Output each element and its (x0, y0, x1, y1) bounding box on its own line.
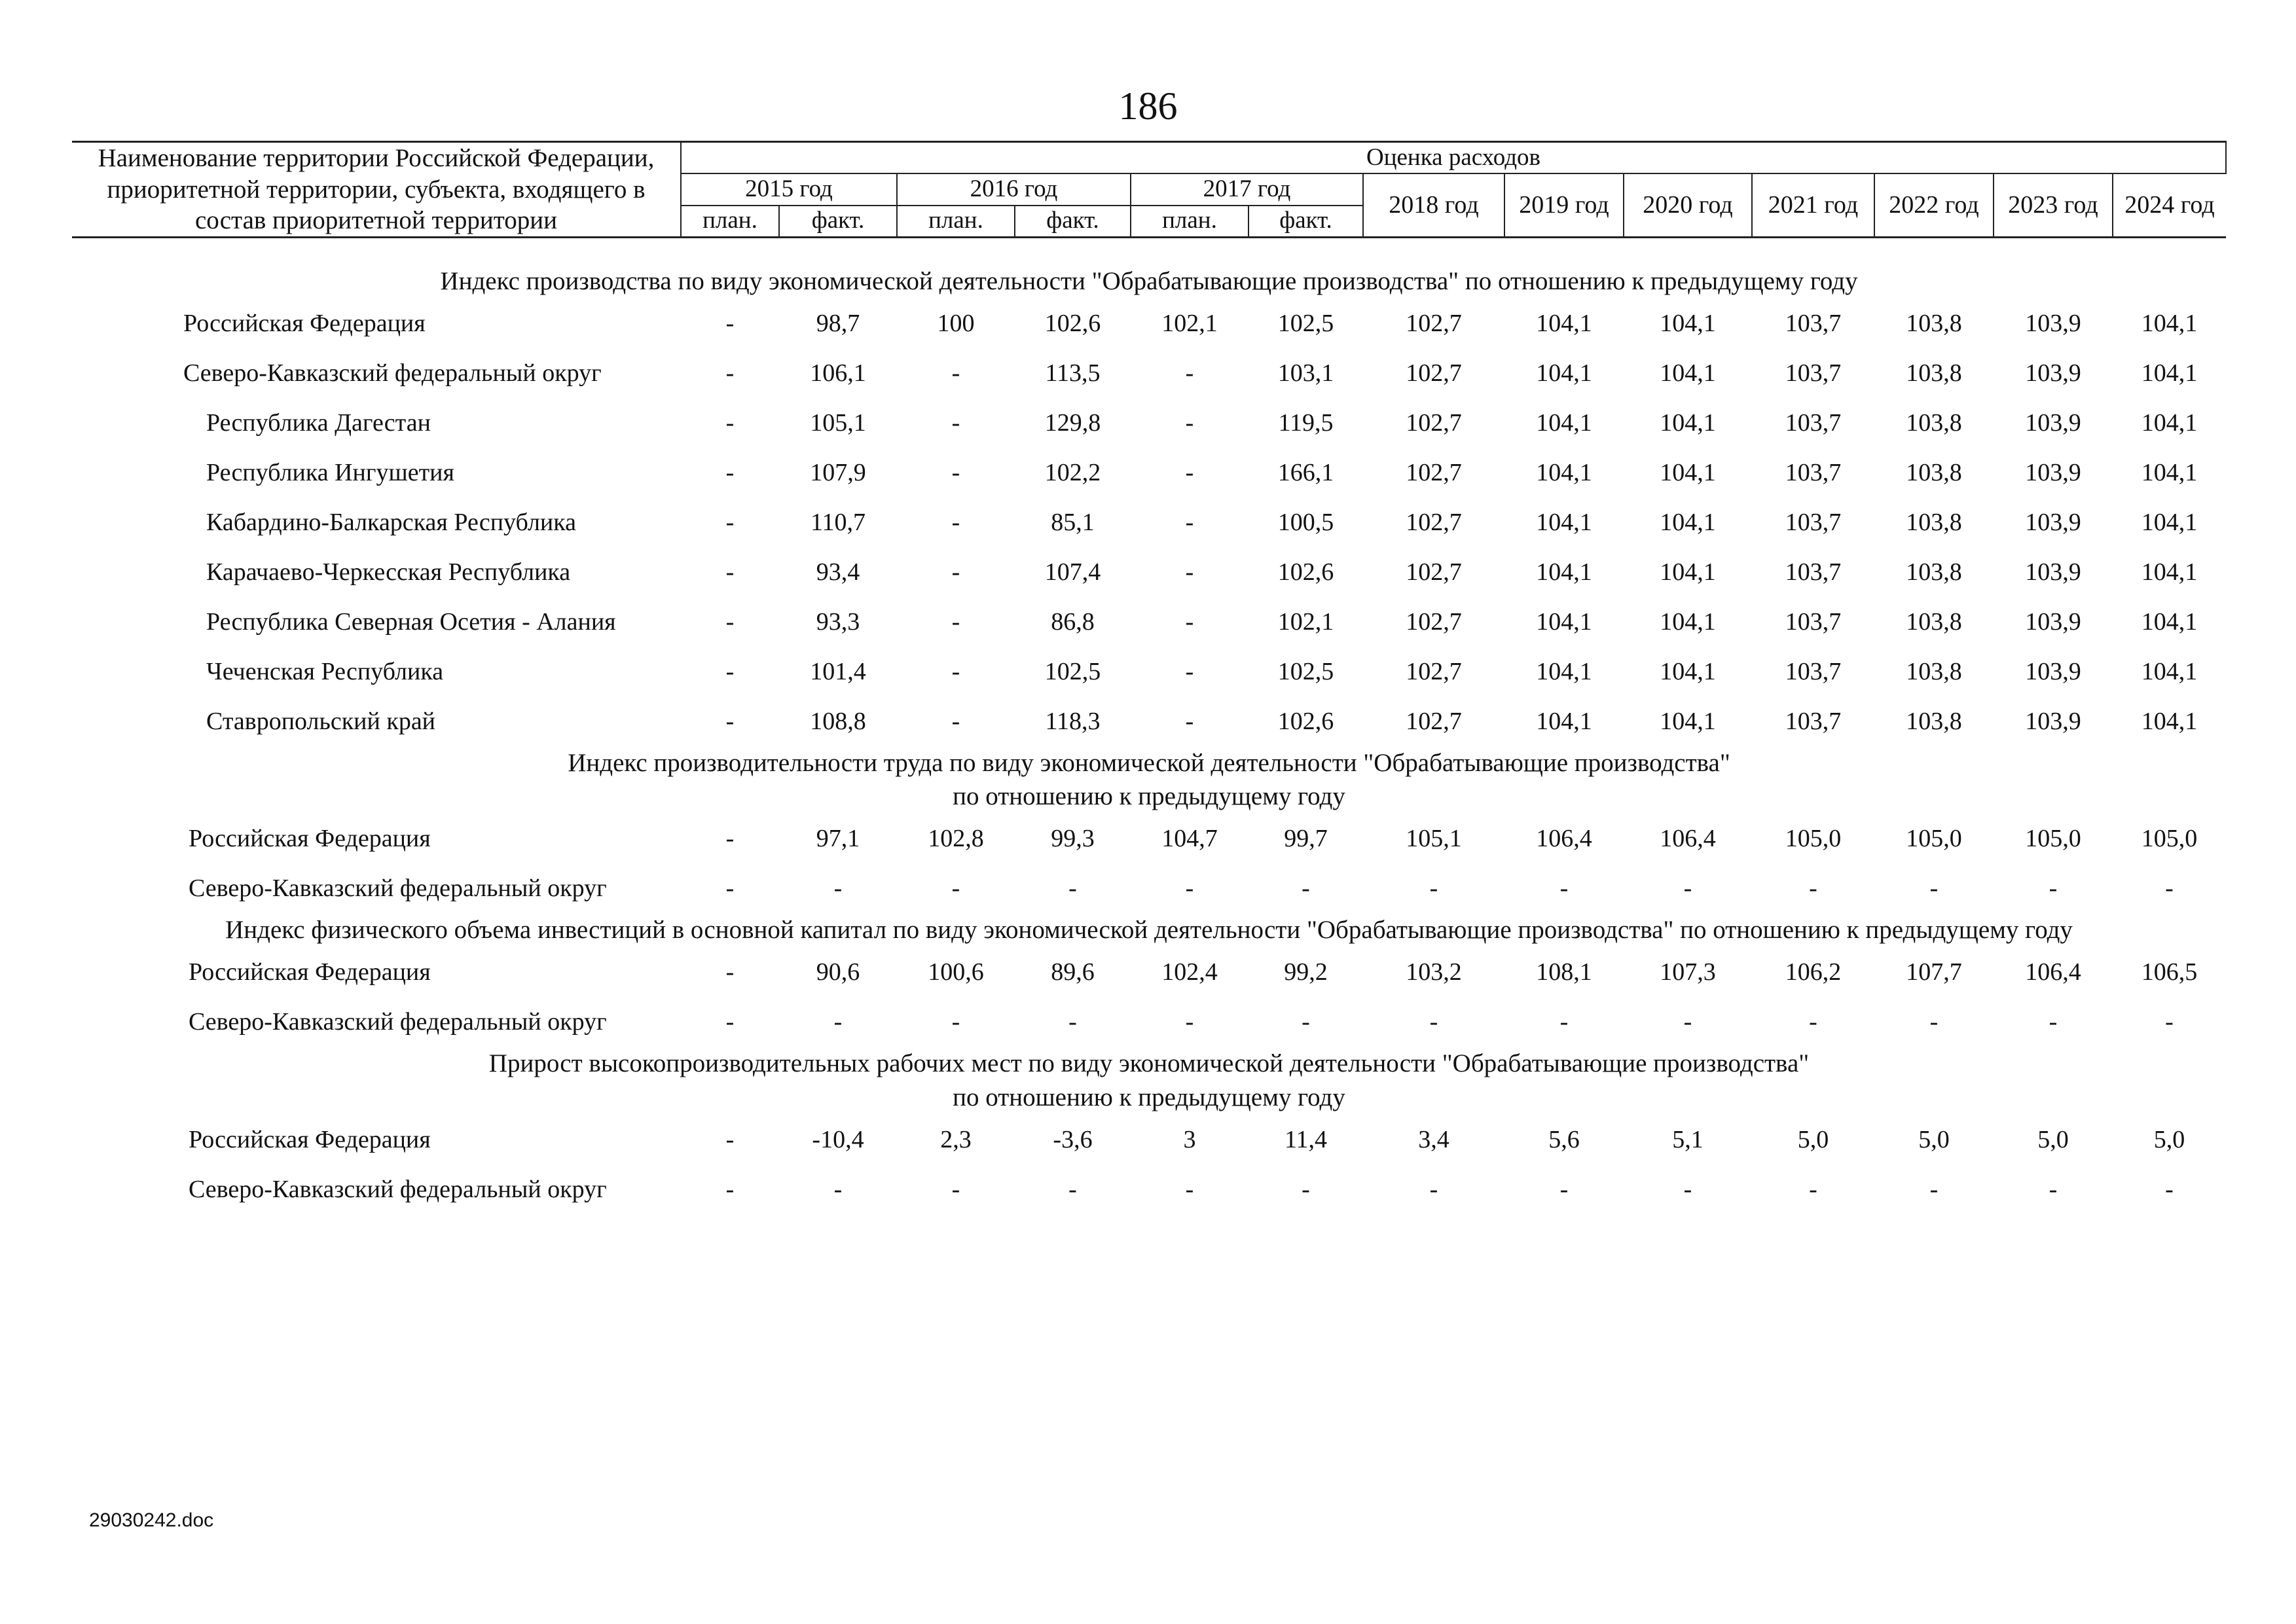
cell: 103,9 (2025, 558, 2081, 586)
cell: 105,0 (2141, 825, 2198, 853)
cell: 119,5 (1278, 408, 1334, 437)
cell: - (951, 458, 960, 486)
table-row (72, 348, 2226, 398)
row-name: Республика Северная Осетия - Алания (206, 607, 616, 636)
cell: 107,7 (1906, 958, 1962, 986)
cell: 98,7 (816, 309, 860, 337)
table-row (72, 497, 2226, 547)
cell: 102,2 (1044, 458, 1101, 486)
group-title: Оценка расходов (681, 142, 2226, 174)
cell: 104,1 (2141, 707, 2198, 735)
cell: - (951, 359, 960, 387)
table-row (72, 647, 2226, 696)
cell: 102,4 (1161, 958, 1218, 986)
cell: 104,1 (1660, 607, 1716, 636)
table-row (72, 863, 2226, 913)
cell: - (725, 458, 735, 486)
cell: 106,5 (2141, 958, 2198, 986)
cell: 103,9 (2025, 707, 2081, 735)
cell: 110,7 (810, 508, 866, 536)
section-title: Индекс производства по виду экономической деятельности "Обрабатывающие производства" по отношению к предыдущему году (440, 266, 1858, 295)
row-name: Российская Федерация (189, 958, 431, 986)
row-name: Северо-Кавказский федеральный округ (189, 875, 607, 903)
cell: 104,1 (2141, 408, 2198, 437)
cell: 103,9 (2025, 607, 2081, 636)
cell: - (833, 1008, 843, 1036)
cell: 102,5 (1044, 657, 1101, 685)
cell: - (833, 1175, 843, 1203)
cell: - (1302, 1175, 1310, 1203)
cell: - (2049, 875, 2058, 903)
cell: 104,1 (1660, 558, 1716, 586)
cell: - (951, 408, 960, 437)
cell: 5,1 (1672, 1125, 1704, 1153)
year-2022-header: 2022 год (1874, 173, 1994, 237)
cell: - (1185, 657, 1194, 685)
cell: 5,0 (2153, 1125, 2185, 1153)
cell: 113,5 (1045, 359, 1101, 387)
cell: 104,1 (1536, 508, 1592, 536)
cell: 102,7 (1406, 508, 1462, 536)
cell: 107,3 (1660, 958, 1716, 986)
plan-2017-header: план. (1131, 206, 1248, 238)
plan-2015-header: план. (681, 206, 779, 238)
cell: 105,0 (2025, 825, 2081, 853)
cell: 104,1 (1536, 458, 1592, 486)
fact-2016-header: факт. (1015, 206, 1131, 238)
cell: 93,4 (816, 558, 860, 586)
cell: 104,1 (2141, 607, 2198, 636)
cell: - (951, 558, 960, 586)
cell: - (1929, 1175, 1939, 1203)
cell: - (1929, 875, 1939, 903)
cell: - (1559, 875, 1569, 903)
year-2020-header: 2020 год (1624, 173, 1752, 237)
cell: - (1185, 408, 1194, 437)
cell: 103,9 (2025, 657, 2081, 685)
cell: 99,3 (1051, 825, 1095, 853)
cell: 103,9 (2025, 309, 2081, 337)
section-title-line: Индекс производительности труда по виду экономической деятельности "Обрабатывающие производства" (568, 748, 1730, 777)
cell: 100,5 (1277, 508, 1334, 536)
cell: - (1683, 875, 1692, 903)
plan-2016-header: план. (897, 206, 1015, 238)
cell: - (1068, 1175, 1077, 1203)
section-title (72, 1047, 2226, 1115)
cell: 104,1 (1536, 408, 1592, 437)
table-row (72, 1115, 2226, 1164)
row-name: Кабардино-Балкарская Республика (206, 508, 576, 536)
cell: 93,3 (816, 607, 860, 636)
cell: 104,1 (1660, 309, 1716, 337)
table-row (72, 448, 2226, 497)
cell: 107,4 (1044, 558, 1101, 586)
cell: 104,1 (1536, 707, 1592, 735)
table-row (72, 597, 2226, 647)
cell: - (2165, 1175, 2174, 1203)
cell: - (1185, 458, 1194, 486)
cell: - (1302, 1008, 1310, 1036)
cell: 104,1 (2141, 508, 2198, 536)
cell: 103,8 (1906, 607, 1962, 636)
table-row (72, 298, 2226, 348)
section-title-line: Прирост высокопроизводительных рабочих мест по виду экономической деятельности "Обрабатывающие производства" (488, 1049, 1810, 1078)
cell: 86,8 (1051, 607, 1095, 636)
row-name: Северо-Кавказский федеральный округ (183, 359, 602, 387)
cell: 106,4 (2025, 958, 2081, 986)
row-name: Республика Дагестан (206, 408, 431, 437)
cell: 102,6 (1277, 558, 1334, 586)
cell: - (725, 1008, 735, 1036)
cell: 103,7 (1785, 408, 1842, 437)
cell: 104,1 (1660, 458, 1716, 486)
cell: - (951, 1008, 960, 1036)
cell: 106,1 (810, 359, 866, 387)
cell: - (833, 875, 843, 903)
cell: 104,1 (2141, 309, 2198, 337)
cell: 99,7 (1284, 825, 1328, 853)
cell: 103,8 (1906, 657, 1962, 685)
cell: 105,1 (1406, 825, 1462, 853)
row-name: Российская Федерация (183, 309, 426, 337)
cell: - (1429, 875, 1438, 903)
fact-2017-header: факт. (1248, 206, 1363, 238)
cell: 102,1 (1277, 607, 1334, 636)
cell: 101,4 (810, 657, 866, 685)
cell: - (951, 657, 960, 685)
cell: -3,6 (1053, 1125, 1093, 1153)
cell: - (725, 408, 735, 437)
cell: 118,3 (1045, 707, 1101, 735)
cell: 89,6 (1051, 958, 1095, 986)
cell: 5,0 (2037, 1125, 2069, 1153)
cell: 104,1 (2141, 458, 2198, 486)
cell: - (1185, 508, 1194, 536)
cell: 129,8 (1044, 408, 1101, 437)
table-row (72, 1164, 2226, 1214)
cell: 104,1 (1660, 657, 1716, 685)
cell: - (1429, 1175, 1438, 1203)
cell: 104,1 (1536, 657, 1592, 685)
cell: 103,1 (1277, 359, 1334, 387)
cell: 103,9 (2025, 508, 2081, 536)
cell: - (725, 657, 735, 685)
cell: - (1809, 875, 1817, 903)
section-title-line: по отношению к предыдущему году (953, 1083, 1345, 1112)
document-filename: 29030242.doc (89, 1509, 214, 1531)
cell: 3,4 (1418, 1125, 1449, 1153)
table-row (72, 398, 2226, 448)
cell: 104,1 (1536, 607, 1592, 636)
cell: 90,6 (816, 958, 860, 986)
cell: 107,9 (810, 458, 866, 486)
row-name: Российская Федерация (189, 825, 431, 853)
cell: 102,7 (1406, 607, 1462, 636)
cell: - (725, 558, 735, 586)
year-2019-header: 2019 год (1504, 173, 1624, 237)
cell: - (1185, 875, 1194, 903)
cell: - (951, 707, 960, 735)
cell: - (725, 359, 735, 387)
section-title (72, 746, 2226, 814)
cell: 104,1 (2141, 657, 2198, 685)
cell: - (725, 875, 735, 903)
cell: - (1683, 1008, 1692, 1036)
cell: - (725, 309, 735, 337)
cell: 103,8 (1906, 408, 1962, 437)
cell: - (951, 508, 960, 536)
cell: - (2165, 1008, 2174, 1036)
row-name: Ставропольский край (206, 707, 436, 735)
cell: 103,7 (1785, 458, 1842, 486)
row-name: Северо-Кавказский федеральный округ (189, 1175, 607, 1203)
cell: - (1302, 875, 1310, 903)
cell: - (1068, 1008, 1077, 1036)
cell: - (1559, 1175, 1569, 1203)
cell: 102,7 (1406, 408, 1462, 437)
cell: 102,5 (1277, 657, 1334, 685)
cell: - (1185, 707, 1194, 735)
cell: 3 (1183, 1125, 1196, 1153)
cell: 103,8 (1906, 707, 1962, 735)
year-2024-header: 2024 год (2113, 173, 2226, 237)
cell: 104,1 (2141, 558, 2198, 586)
table-row (72, 814, 2226, 863)
cell: - (2049, 1008, 2058, 1036)
cell: 102,7 (1406, 558, 1462, 586)
cell: 103,8 (1906, 458, 1962, 486)
cell: 108,1 (1536, 958, 1592, 986)
cell: 103,7 (1785, 508, 1842, 536)
cell: 102,7 (1406, 359, 1462, 387)
cell: 97,1 (816, 825, 860, 853)
cell: 102,1 (1161, 309, 1218, 337)
cell: 103,2 (1406, 958, 1462, 986)
cell: - (951, 1175, 960, 1203)
cell: 103,9 (2025, 359, 2081, 387)
cell: - (1185, 1008, 1194, 1036)
cell: 102,6 (1044, 309, 1101, 337)
cell: 103,7 (1785, 558, 1842, 586)
year-2017-header: 2017 год (1131, 173, 1363, 206)
cell: 106,2 (1785, 958, 1842, 986)
cell: - (725, 958, 735, 986)
cell: - (1068, 875, 1077, 903)
cell: - (725, 707, 735, 735)
cell: 104,1 (1660, 707, 1716, 735)
cell: 166,1 (1277, 458, 1334, 486)
row-name: Российская Федерация (189, 1125, 431, 1153)
cell: 103,8 (1906, 508, 1962, 536)
cell: 100 (937, 309, 975, 337)
cell: - (2049, 1175, 2058, 1203)
name-column-header: Наименование территории Российской Федерации, приоритетной территории, субъекта, входящего в состав приоритетной территории (72, 142, 681, 238)
cell: 5,0 (1797, 1125, 1829, 1153)
cell: 2,3 (940, 1125, 972, 1153)
cell: - (725, 825, 735, 853)
cell: 99,2 (1284, 958, 1328, 986)
cell: 102,6 (1277, 707, 1334, 735)
cell: 103,8 (1906, 558, 1962, 586)
cell: - (1185, 558, 1194, 586)
year-2023-header: 2023 год (1994, 173, 2113, 237)
cell: 103,7 (1785, 309, 1842, 337)
cell: - (1185, 359, 1194, 387)
cell: 102,7 (1406, 458, 1462, 486)
cell: -10,4 (812, 1125, 864, 1153)
cell: - (951, 875, 960, 903)
year-2021-header: 2021 год (1752, 173, 1874, 237)
cell: 104,1 (2141, 359, 2198, 387)
cell: 105,0 (1785, 825, 1842, 853)
cell: 103,8 (1906, 359, 1962, 387)
cell: - (1185, 1175, 1194, 1203)
cell: 100,6 (928, 958, 984, 986)
cell: 102,7 (1406, 309, 1462, 337)
year-2018-header: 2018 год (1363, 173, 1504, 237)
row-name: Республика Ингушетия (206, 458, 454, 486)
cell: 103,7 (1785, 607, 1842, 636)
cell: 106,4 (1660, 825, 1716, 853)
section-title: Индекс физического объема инвестиций в основной капитал по виду экономической деятельности "Обрабатывающие производства" по отношению к предыдущему году (225, 916, 2073, 945)
cell: - (1809, 1008, 1817, 1036)
cell: 104,7 (1161, 825, 1218, 853)
section-title-line: по отношению к предыдущему году (953, 782, 1345, 811)
cell: 102,7 (1406, 657, 1462, 685)
cell: - (1929, 1008, 1939, 1036)
cell: 104,1 (1536, 359, 1592, 387)
cell: 102,8 (928, 825, 984, 853)
cell: 105,1 (810, 408, 866, 437)
data-table (72, 141, 2227, 1214)
cell: - (1559, 1008, 1569, 1036)
cell: 11,4 (1284, 1125, 1328, 1153)
year-2016-header: 2016 год (897, 173, 1131, 206)
cell: - (1429, 1008, 1438, 1036)
cell: - (725, 1125, 735, 1153)
cell: - (951, 607, 960, 636)
table-row (72, 547, 2226, 597)
cell: - (725, 1175, 735, 1203)
cell: 104,1 (1660, 508, 1716, 536)
cell: 104,1 (1536, 309, 1592, 337)
page-number: 186 (1118, 84, 1178, 128)
table-row (72, 947, 2226, 997)
cell: 103,8 (1906, 309, 1962, 337)
cell: 103,7 (1785, 707, 1842, 735)
cell: 5,6 (1548, 1125, 1580, 1153)
cell: - (725, 607, 735, 636)
cell: 103,9 (2025, 408, 2081, 437)
cell: 85,1 (1051, 508, 1095, 536)
table-row (72, 696, 2226, 746)
year-2015-header: 2015 год (681, 173, 897, 206)
cell: 105,0 (1906, 825, 1962, 853)
row-name: Северо-Кавказский федеральный округ (189, 1008, 607, 1036)
cell: 102,7 (1406, 707, 1462, 735)
row-name: Чеченская Республика (206, 657, 444, 685)
cell: 103,9 (2025, 458, 2081, 486)
cell: 104,1 (1536, 558, 1592, 586)
table-row (72, 997, 2226, 1047)
cell: 103,7 (1785, 359, 1842, 387)
row-name: Карачаево-Черкесская Республика (206, 558, 571, 586)
fact-2015-header: факт. (779, 206, 897, 238)
cell: 106,4 (1536, 825, 1592, 853)
cell: 108,8 (810, 707, 866, 735)
cell: - (1185, 607, 1194, 636)
cell: - (725, 508, 735, 536)
cell: - (1683, 1175, 1692, 1203)
cell: 104,1 (1660, 359, 1716, 387)
cell: 102,5 (1277, 309, 1334, 337)
cell: 103,7 (1785, 657, 1842, 685)
cell: 5,0 (1918, 1125, 1950, 1153)
cell: - (1809, 1175, 1817, 1203)
cell: 104,1 (1660, 408, 1716, 437)
cell: - (2165, 875, 2174, 903)
